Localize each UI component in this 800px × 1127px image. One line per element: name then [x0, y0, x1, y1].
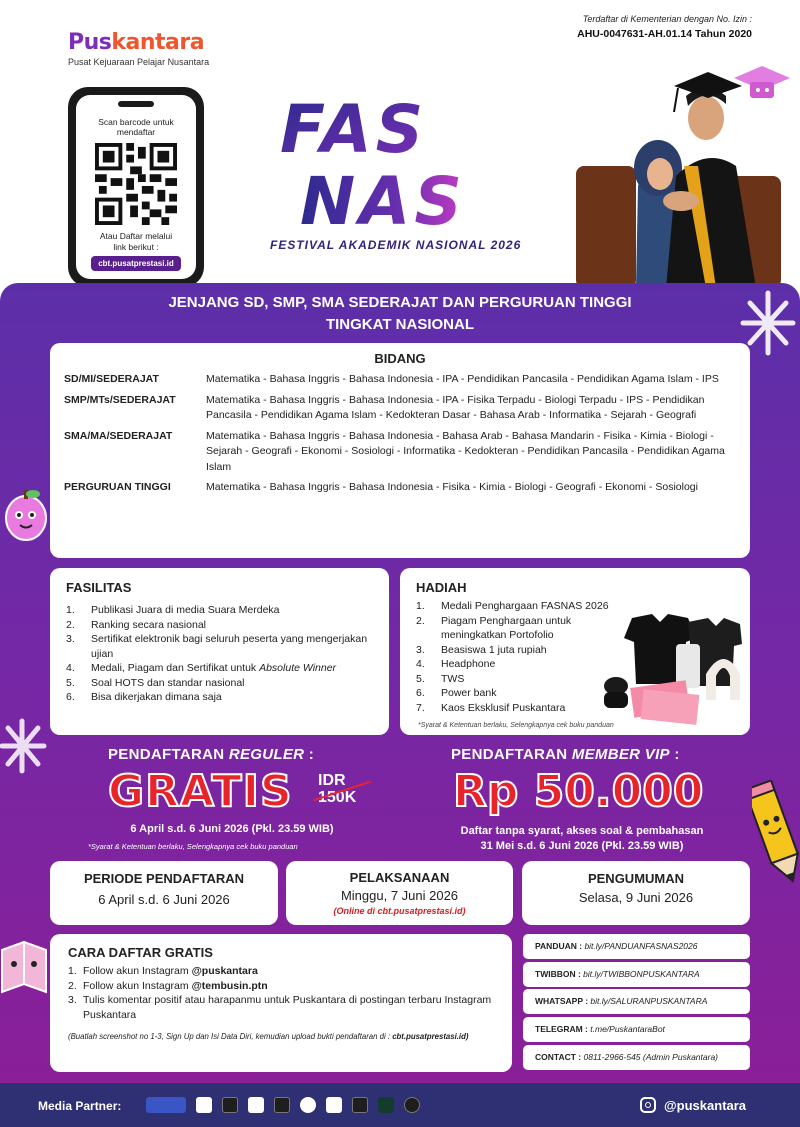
partner-logo-icon[interactable] — [300, 1097, 316, 1113]
link-value: t.me/PuskantaraBot — [590, 1024, 665, 1034]
qr-code-icon[interactable] — [95, 143, 177, 225]
list-text: Publikasi Juara di media Suara Merdeka — [91, 604, 280, 616]
link-label: CONTACT : — [535, 1052, 582, 1062]
phone-link-button[interactable]: cbt.pusatprestasi.id — [91, 256, 181, 271]
list-number: 3. — [68, 994, 77, 1006]
list-item — [416, 686, 616, 701]
list-number: 2. — [68, 979, 77, 992]
logo-name-part-b: kantara — [111, 30, 205, 55]
book-mascot-icon — [0, 930, 50, 1000]
list-text: Medali, Piagam dan Sertifikat untuk — [91, 662, 257, 674]
old-price-currency: IDR — [318, 772, 346, 789]
reguler-date: 6 April s.d. 6 Juni 2026 (Pkl. 23.59 WIB) — [130, 823, 334, 835]
list-item — [416, 599, 616, 614]
partner-logo-icon[interactable] — [248, 1097, 264, 1113]
twibbon-link[interactable] — [523, 962, 750, 987]
fasilitas-card — [50, 568, 389, 735]
cara-note-link[interactable]: cbt.pusatprestasi.id) — [392, 1032, 469, 1041]
reguler-title-a: PENDAFTARAN — [108, 746, 225, 763]
link-label: PANDUAN : — [535, 941, 583, 951]
link-label: TWIBBON : — [535, 969, 581, 979]
instagram-link[interactable] — [640, 1097, 746, 1113]
link-value: bit.ly/PANDUANFASNAS2026 — [584, 941, 698, 951]
list-text-wrap — [83, 979, 268, 994]
bidang-level: SMP/MTs/SEDERAJAT — [64, 393, 176, 406]
list-number: 5. — [416, 672, 425, 685]
old-price-amount: 150K — [318, 789, 357, 806]
vip-price: Rp 50.000 — [453, 766, 704, 817]
partner-logo-icon[interactable] — [196, 1097, 212, 1113]
list-item — [66, 632, 373, 661]
pelaksanaan-title: PELAKSANAAN — [349, 870, 450, 885]
phone-mockup — [68, 87, 204, 287]
list-text: Beasiswa 1 juta rupiah — [441, 643, 547, 656]
partner-logo-icon[interactable] — [378, 1097, 394, 1113]
pengumuman-card — [522, 861, 750, 925]
whatsapp-link[interactable] — [523, 989, 750, 1014]
list-text: Soal HOTS dan standar nasional — [91, 676, 245, 689]
reguler-title — [108, 746, 314, 763]
lomba-terkini-logo[interactable] — [146, 1097, 186, 1113]
list-item — [68, 979, 494, 994]
link-value: 0811-2966-545 (Admin Puskantara) — [583, 1052, 719, 1062]
partner-logo-icon[interactable] — [404, 1097, 420, 1113]
list-text-wrap — [83, 964, 258, 979]
vip-title-c: : — [674, 746, 680, 763]
telegram-link[interactable] — [523, 1017, 750, 1042]
prize-merch-image — [602, 614, 742, 726]
list-text: Bisa dikerjakan dimana saja — [91, 691, 222, 703]
list-item — [68, 964, 494, 979]
list-number: 1. — [416, 600, 425, 612]
fasilitas-list — [66, 603, 373, 705]
list-text-wrap — [91, 661, 336, 676]
event-logo-line2: NAS — [300, 163, 466, 240]
periode-title: PERIODE PENDAFTARAN — [83, 871, 245, 886]
instagram-handle: @puskantara — [664, 1097, 747, 1113]
link-label: TELEGRAM : — [535, 1024, 588, 1034]
vip-title-b: MEMBER VIP — [571, 746, 670, 763]
list-text: Sertifikat elektronik bagi seluruh peserta yang mengerjakan ujian — [91, 633, 368, 660]
reguler-title-c: : — [308, 746, 315, 763]
link-value: bit.ly/TWIBBONPUSKANTARA — [583, 969, 700, 979]
hadiah-note: *Syarat & Ketentuan berlaku, Selengkapnya cek buku panduan — [418, 722, 614, 729]
headline-line2: TINGKAT NASIONAL — [325, 316, 475, 333]
link-value: bit.ly/SALURANPUSKANTARA — [590, 996, 708, 1006]
panduan-link[interactable] — [523, 934, 750, 959]
pencil-mascot-icon — [752, 780, 800, 890]
list-number: 6. — [416, 687, 425, 699]
list-item — [416, 643, 616, 658]
list-number: 4. — [66, 662, 75, 674]
pelaksanaan-value: Minggu, 7 Juni 2026 — [340, 888, 459, 903]
pelaksanaan-online-link[interactable]: (Online di cbt.pusatprestasi.id) — [333, 906, 466, 916]
partner-logo-icon[interactable] — [274, 1097, 290, 1113]
phone-screen — [76, 95, 196, 279]
reguler-note: *Syarat & Ketentuan berlaku, Selengkapnya cek buku panduan — [88, 842, 298, 851]
phone-notch — [118, 101, 154, 107]
periode-value: 6 April s.d. 6 Juni 2026 — [98, 892, 230, 907]
event-subtitle: FESTIVAL AKADEMIK NASIONAL 2026 — [270, 238, 522, 252]
list-text: Piagam Penghargaan untuk meningkatkan Portofolio — [441, 614, 572, 641]
list-number: 2. — [66, 618, 75, 631]
list-item — [66, 603, 373, 618]
list-text: Medali Penghargaan FASNAS 2026 — [441, 600, 609, 612]
pengumuman-title: PENGUMUMAN — [587, 871, 685, 886]
list-text: TWS — [441, 672, 465, 685]
bidang-row — [64, 429, 736, 476]
instagram-account-link[interactable]: @puskantara — [191, 965, 258, 977]
cara-daftar-title: CARA DAFTAR GRATIS — [68, 945, 213, 960]
bidang-level: SMA/MA/SEDERAJAT — [64, 429, 173, 442]
registration-info — [577, 14, 752, 40]
list-item — [416, 657, 616, 672]
list-item — [66, 690, 373, 705]
reguler-title-b: REGULER — [228, 746, 305, 763]
instagram-icon — [640, 1097, 656, 1113]
graduation-photo — [566, 56, 796, 288]
list-text: Headphone — [441, 658, 496, 670]
partner-logo-icon[interactable] — [326, 1097, 342, 1113]
pelaksanaan-card — [286, 861, 513, 925]
logo-name-part-a: Pus — [68, 30, 112, 55]
apple-mascot-icon — [2, 484, 50, 544]
list-item — [416, 701, 616, 716]
list-number: 4. — [416, 658, 425, 670]
list-number: 5. — [66, 676, 75, 689]
list-text-italic: Absolute Winner — [259, 662, 337, 674]
registration-number: AHU-0047631-AH.01.14 Tahun 2020 — [577, 28, 752, 40]
vip-title — [451, 746, 680, 763]
list-item — [66, 676, 373, 691]
bidang-subjects: Matematika - Bahasa Inggris - Bahasa Indonesia - IPA - Fisika Terpadu - Biologi Terpadu - IPS - Pendidikan Pancasila - Pendidikan Agama Islam - Kedokteran Dasar - Bahasa Arab - Informatika - Sejarah - Geografi — [206, 393, 705, 421]
sparkle-icon — [0, 716, 48, 776]
list-text: Ranking secara nasional — [91, 618, 206, 631]
partner-logo-icon[interactable] — [222, 1097, 238, 1113]
hadiah-card — [400, 568, 750, 735]
bidang-subjects: Matematika - Bahasa Inggris - Bahasa Indonesia - Fisika - Kimia - Biologi - Geografi - Ekonomi - Sosiologi — [206, 481, 698, 493]
link-label: WHATSAPP : — [535, 996, 589, 1006]
gratis-price: GRATIS — [108, 766, 293, 817]
list-number: 3. — [66, 633, 75, 645]
fasilitas-title: FASILITAS — [66, 580, 132, 595]
bidang-row — [64, 480, 736, 496]
bidang-card — [50, 343, 750, 558]
list-item — [66, 618, 373, 633]
list-number: 6. — [66, 691, 75, 703]
vip-date: 31 Mei s.d. 6 Juni 2026 (Pkl. 23.59 WIB) — [480, 840, 684, 852]
list-text: Power bank — [441, 687, 497, 699]
partner-logo-icon[interactable] — [352, 1097, 368, 1113]
list-text: Follow akun Instagram — [83, 965, 189, 977]
pengumuman-value: Selasa, 9 Juni 2026 — [578, 890, 694, 905]
vip-title-a: PENDAFTARAN — [451, 746, 568, 763]
headline — [0, 292, 800, 336]
list-number: 2. — [416, 614, 425, 627]
periode-card — [50, 861, 278, 925]
bidang-level: SD/MI/SEDERAJAT — [64, 373, 159, 385]
header — [0, 0, 800, 290]
media-partner-label: Media Partner: — [38, 1099, 122, 1113]
list-number: 1. — [68, 965, 77, 977]
cara-daftar-note — [68, 1031, 494, 1042]
bidang-row — [64, 393, 736, 424]
fasnas-logo — [268, 92, 538, 252]
hadiah-title: HADIAH — [416, 580, 467, 595]
bidang-title: BIDANG — [374, 351, 426, 366]
list-number: 7. — [416, 701, 425, 714]
list-number: 1. — [66, 604, 75, 616]
list-item — [68, 993, 494, 1022]
headline-line1: JENJANG SD, SMP, SMA SEDERAJAT DAN PERGURUAN TINGGI — [168, 294, 632, 311]
cara-daftar-list — [68, 964, 494, 1022]
list-text: Follow akun Instagram — [83, 979, 189, 992]
registration-note: Terdaftar di Kementerian dengan No. Izin : — [582, 14, 752, 24]
footer — [0, 1083, 800, 1127]
list-text: Tulis komentar positif atau harapanmu untuk Puskantara di postingan terbaru Instagram Puskantara — [83, 994, 492, 1021]
phone-alt-text: Atau Daftar melalui link berikut : — [99, 231, 173, 252]
cara-note-text: (Buatlah screenshot no 1-3, Sign Up dan Isi Data Diri, kemudian upload bukti pendaftaran di : — [68, 1032, 391, 1041]
list-item — [66, 661, 373, 676]
puskantara-logo[interactable] — [68, 30, 209, 67]
cara-daftar-card — [50, 934, 512, 1072]
instagram-account-link[interactable]: @tembusin.ptn — [191, 979, 268, 992]
bidang-subjects: Matematika - Bahasa Inggris - Bahasa Indonesia - IPA - Pendidikan Pancasila - Pendidikan Agama Islam - IPS — [206, 373, 719, 385]
list-number: 3. — [416, 643, 425, 656]
logo-tagline: Pusat Kejuaraan Pelajar Nusantara — [68, 57, 210, 67]
bidang-subjects: Matematika - Bahasa Inggris - Bahasa Indonesia - Bahasa Arab - Bahasa Mandarin - Fisika - Kimia - Biologi - Sejarah - Geografi - Ekonomi - Sosiologi - Informatika - Kedokteran - Pendidikan Pancasila - Pendidikan Agama Islam — [206, 429, 725, 473]
list-item — [416, 614, 616, 643]
bidang-row — [64, 372, 736, 388]
list-text: Kaos Eksklusif Puskantara — [441, 701, 566, 714]
phone-scan-text: Scan barcode untuk mendaftar — [98, 117, 174, 138]
list-item — [416, 672, 616, 687]
contact-link[interactable] — [523, 1045, 750, 1070]
event-logo-line1: FAS — [280, 92, 428, 168]
bidang-level: PERGURUAN TINGGI — [64, 481, 171, 493]
vip-desc: Daftar tanpa syarat, akses soal & pembahasan — [460, 825, 704, 837]
